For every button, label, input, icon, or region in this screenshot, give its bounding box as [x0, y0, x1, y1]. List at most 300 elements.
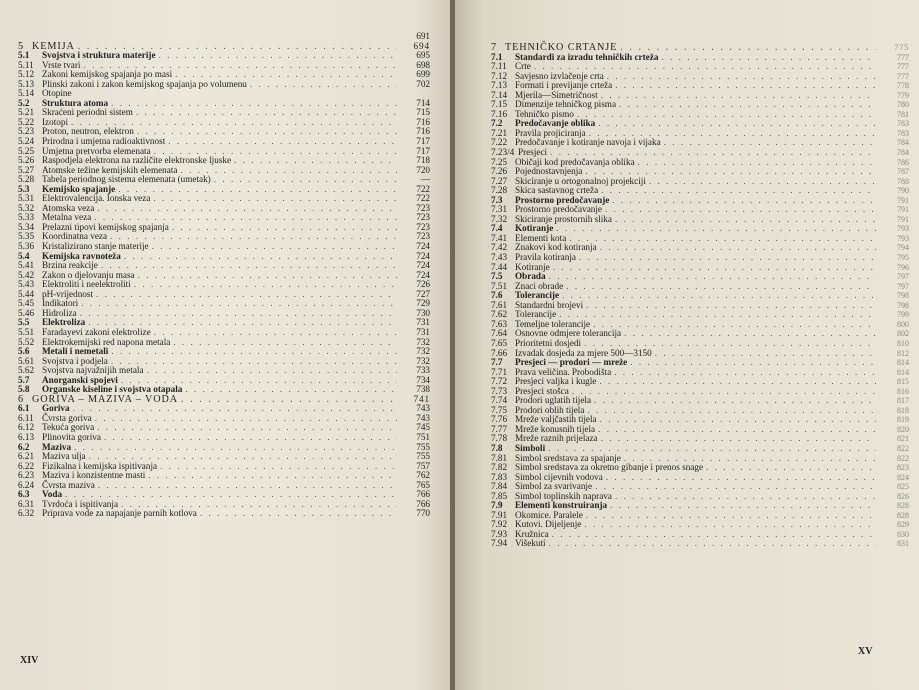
dot-leader — [153, 194, 397, 204]
entry-title: Izotopi — [42, 116, 69, 127]
dot-leader — [607, 72, 876, 82]
page-number: 717 — [416, 145, 430, 156]
entry-title: Zakon o djelovanju masa — [42, 269, 135, 280]
page-number: 798 — [897, 300, 909, 310]
dot-leader — [234, 156, 397, 166]
entry-number: 5.52 — [18, 336, 35, 347]
entry-number: 6.23 — [18, 470, 35, 481]
page-number: 723 — [416, 212, 430, 223]
entry-title: Dimenzije tehničkog pisma — [515, 99, 617, 110]
page-number: 824 — [897, 472, 909, 482]
entry-title: Priprava vode za napajanje parnih kotlova — [42, 508, 197, 519]
dot-leader — [549, 539, 876, 549]
entry-number: 7.78 — [491, 433, 508, 444]
dot-leader — [74, 443, 397, 453]
page-number: 814 — [897, 358, 909, 368]
entry-title: Obrada — [515, 271, 546, 282]
entry-title: Prostorno predočavanje — [515, 194, 610, 205]
dot-leader — [556, 224, 876, 234]
dot-leader — [73, 404, 397, 414]
dot-leader — [96, 290, 397, 300]
entry-number: 6.1 — [18, 403, 30, 414]
page-number: 724 — [416, 250, 430, 261]
dot-leader — [134, 280, 397, 290]
entry-title: Kružnica — [515, 528, 549, 539]
dot-leader — [549, 272, 876, 282]
entry-title: Metali i nemetali — [42, 346, 109, 357]
dot-leader — [649, 177, 876, 187]
page-number: 751 — [416, 431, 430, 442]
page-number: 819 — [897, 415, 909, 425]
dot-leader — [599, 377, 876, 387]
entry-title: Tolerancije — [515, 290, 560, 301]
entry-number: 6.21 — [18, 451, 35, 462]
entry-title: Otopine — [42, 88, 72, 99]
dot-leader — [572, 387, 876, 397]
entry-number: 6.22 — [18, 460, 35, 471]
entry-title: Fizikalna i kemijska ispitivanja — [42, 460, 158, 471]
entry-number: 6.24 — [18, 479, 35, 490]
entry-title: Pojednostavnjenja — [515, 166, 583, 177]
page-number: 731 — [416, 326, 430, 337]
entry-title: Čvrsta goriva — [42, 412, 92, 423]
entry-title: Kemijsko spajanje — [42, 183, 116, 194]
entry-number: 7.1 — [491, 51, 503, 62]
entry-title: TEHNIČKO CRTANJE — [505, 42, 618, 53]
dot-leader — [606, 473, 876, 483]
entry-number: 7.44 — [491, 261, 508, 272]
entry-number: 7.9 — [491, 500, 503, 511]
page-number: 798 — [897, 291, 909, 301]
dot-leader — [559, 310, 876, 320]
page-number: 732 — [416, 346, 430, 357]
dot-leader — [577, 110, 876, 120]
right-page — [455, 0, 919, 690]
entry-number: 5.33 — [18, 212, 35, 223]
page-number: 716 — [416, 126, 430, 137]
entry-number: 7.31 — [491, 204, 508, 215]
page-number: 812 — [897, 348, 909, 358]
toc-entry — [18, 80, 430, 90]
dot-leader — [586, 511, 876, 521]
entry-number: 7.14 — [491, 89, 508, 100]
dot-leader — [159, 51, 397, 61]
dot-leader — [615, 215, 876, 225]
dot-leader — [600, 415, 876, 425]
dot-leader — [147, 366, 397, 376]
entry-title: Atomske težine kemijskih elemenata — [42, 164, 178, 175]
entry-number: 7.23/4 — [491, 147, 515, 158]
dot-leader — [638, 158, 876, 168]
dot-leader — [124, 252, 397, 262]
page-number: 734 — [416, 374, 430, 385]
right-toc-list — [491, 43, 909, 549]
entry-title: Svojstva i podjela — [42, 355, 108, 366]
entry-number: 7.93 — [491, 528, 508, 539]
entry-number: 7 — [491, 42, 497, 53]
entry-title: Mreže valjčastih tijela — [515, 414, 597, 425]
dot-leader — [160, 462, 397, 472]
dot-leader — [148, 471, 397, 481]
entry-number: 7.42 — [491, 242, 508, 253]
page-number: 699 — [416, 69, 430, 80]
dot-leader — [706, 463, 876, 473]
page-number: 783 — [897, 119, 909, 129]
dot-leader — [173, 338, 397, 348]
entry-title: Presjeci valjka i kugle — [515, 376, 597, 387]
entry-number: 5.7 — [18, 374, 30, 385]
entry-number: 7.28 — [491, 185, 508, 196]
dot-leader — [605, 205, 876, 215]
entry-number: 5.12 — [18, 69, 35, 80]
entry-number: 7.5 — [491, 271, 503, 282]
entry-title: Izvadak dosjeda za mjere 500—3150 — [515, 347, 652, 358]
dot-leader — [97, 204, 397, 214]
entry-number: 6.11 — [18, 412, 34, 423]
toc-entry — [18, 481, 430, 491]
entry-number: 5.61 — [18, 355, 35, 366]
page-number: 814 — [897, 367, 909, 377]
entry-title: Simbol cijevnih vodova — [515, 471, 603, 482]
entry-title: Prava veličina. Probodišta — [515, 366, 612, 377]
entry-number: 5.4 — [18, 250, 30, 261]
entry-number: 6.2 — [18, 441, 30, 452]
entry-title: Višekuti — [515, 538, 546, 549]
toc-entry — [18, 299, 430, 309]
dot-leader — [584, 520, 876, 530]
dot-leader — [214, 175, 397, 185]
entry-number: 5.36 — [18, 241, 35, 252]
page-number: 780 — [897, 100, 909, 110]
page-number: 722 — [416, 183, 430, 194]
entry-title: Elementi konstruiranja — [515, 500, 608, 511]
entry-title: Voda — [42, 489, 63, 500]
entry-title: Prelazni tipovi kemijskog spajanja — [42, 221, 169, 232]
page-number: 828 — [897, 510, 909, 520]
entry-title: Organske kiseline i svojstva otapala — [42, 384, 183, 395]
entry-title: Faradayevi zakoni elektrolize — [42, 326, 151, 337]
page-number: 828 — [897, 501, 909, 511]
entry-number: 7.27 — [491, 175, 508, 186]
entry-number: 7.83 — [491, 471, 508, 482]
dot-leader — [598, 119, 876, 129]
entry-number: 5.2 — [18, 97, 30, 108]
entry-title: Običaji kod predočavanja oblika — [515, 156, 635, 167]
entry-title: Tekuća goriva — [42, 422, 95, 433]
entry-number: 5.32 — [18, 202, 35, 213]
toc-entry — [491, 530, 909, 540]
page-number: 766 — [416, 498, 430, 509]
entry-number: 7.4 — [491, 223, 503, 234]
dot-leader — [655, 349, 876, 359]
entry-title: Čvrsta maziva — [42, 479, 95, 490]
entry-number: 5.62 — [18, 365, 35, 376]
entry-number: 7.66 — [491, 347, 508, 358]
entry-title: Kotiranje — [515, 261, 550, 272]
entry-title: Brzina reakcije — [42, 260, 98, 271]
page-number: 731 — [416, 317, 430, 328]
page-number: 730 — [416, 307, 430, 318]
entry-number: 5.28 — [18, 174, 35, 185]
entry-number: 7.84 — [491, 481, 508, 492]
entry-title: Struktura atoma — [42, 97, 109, 108]
page-number: 799 — [897, 310, 909, 320]
entry-title: Plinski zakoni i zakon kemijskog spajanja po volumenu — [42, 78, 247, 89]
toc-entry — [491, 138, 909, 148]
page-number: 714 — [416, 97, 430, 108]
page-number: 784 — [897, 148, 909, 158]
entry-number: 7.3 — [491, 194, 503, 205]
page-number: 698 — [416, 59, 430, 70]
page-number: 784 — [897, 138, 909, 148]
entry-title: Simbol toplinskih naprava — [515, 490, 612, 501]
dot-leader — [111, 99, 397, 109]
entry-number: 6.31 — [18, 498, 35, 509]
entry-title: Pravila kotiranja — [515, 252, 576, 263]
page-number: — — [420, 174, 430, 185]
page-number: 755 — [416, 451, 430, 462]
toc-entry — [491, 253, 909, 263]
entry-title: Presjeci — [518, 147, 548, 158]
entry-title: Prirodna i umjetna radioaktivnost — [42, 136, 166, 147]
entry-number: 5.41 — [18, 260, 35, 271]
entry-number: 5.46 — [18, 307, 35, 318]
entry-number: 7.85 — [491, 490, 508, 501]
dot-leader — [612, 196, 876, 206]
dot-leader — [661, 53, 876, 63]
entry-number: 5.34 — [18, 221, 35, 232]
page-folio-right: XV — [858, 646, 873, 657]
entry-title: Simbol sredstava za spajanje — [515, 452, 621, 463]
entry-number: 7.32 — [491, 213, 508, 224]
entry-title: Plinovita goriva — [42, 431, 101, 442]
page-number: 724 — [416, 269, 430, 280]
dot-leader — [95, 414, 397, 424]
entry-number: 7.65 — [491, 337, 508, 348]
entry-number: 5.51 — [18, 326, 35, 337]
entry-title: Proton, neutron, elektron — [42, 126, 134, 137]
entry-title: GORIVA – MAZIVA – VODA — [32, 393, 179, 405]
entry-title: Maziva — [42, 441, 72, 452]
entry-title: Prioritetni dosjedi — [515, 337, 582, 348]
entry-number: 7.81 — [491, 452, 508, 463]
dot-leader — [593, 320, 876, 330]
entry-number: 7.16 — [491, 108, 508, 119]
entry-title: Okomice. Paralele — [515, 509, 583, 520]
entry-number: 7.92 — [491, 519, 508, 530]
page-number: 823 — [897, 463, 909, 473]
page-number: 724 — [416, 260, 430, 271]
entry-title: Zakoni kemijskog spajanja po masi — [42, 69, 173, 80]
entry-number: 5.13 — [18, 78, 35, 89]
entry-title: Simbol sredstava za okretno gibanje i prenos snage — [515, 462, 704, 473]
entry-number: 5.27 — [18, 164, 35, 175]
page-number: 766 — [416, 489, 430, 500]
dot-leader — [200, 509, 397, 519]
page-number: 715 — [416, 107, 430, 118]
page-number: 820 — [897, 424, 909, 434]
entry-title: Presjeci — prodori — mreže — [515, 357, 628, 368]
entry-number: 7.2 — [491, 118, 503, 129]
entry-number: 7.51 — [491, 280, 508, 291]
entry-title: Formati i previjanje crteža — [515, 80, 613, 91]
page-number: 755 — [416, 441, 430, 452]
entry-number: 7.62 — [491, 309, 508, 320]
dot-leader — [98, 481, 397, 491]
toc-entry — [491, 263, 909, 273]
entry-number: 5.23 — [18, 126, 35, 137]
entry-title: Svojstva najvažnijih metala — [42, 365, 144, 376]
entry-number: 7.75 — [491, 404, 508, 415]
entry-title: Koordinatna veza — [42, 231, 108, 242]
entry-number: 7.71 — [491, 366, 508, 377]
entry-title: Svojstva i struktura materije — [42, 50, 156, 61]
entry-number: 7.15 — [491, 99, 508, 110]
page-number: 797 — [897, 281, 909, 291]
page-number: 825 — [897, 482, 909, 492]
dot-leader — [562, 291, 876, 301]
entry-number: 7.74 — [491, 395, 508, 406]
entry-number: 6.13 — [18, 431, 35, 442]
entry-title: Goriva — [42, 403, 70, 414]
entry-number: 7.7 — [491, 357, 503, 368]
entry-number: 5.26 — [18, 155, 35, 166]
entry-title: Elektroliza — [42, 317, 86, 328]
dot-leader — [80, 309, 397, 319]
entry-title: Prostorno predočavanje — [515, 204, 602, 215]
dot-leader — [138, 271, 397, 281]
entry-number: 7.8 — [491, 442, 503, 453]
entry-title: Prodori uglatih tijela — [515, 395, 592, 406]
entry-number: 7.13 — [491, 80, 508, 91]
toc-entry — [491, 434, 909, 444]
dot-leader — [569, 234, 876, 244]
dot-leader — [101, 261, 397, 271]
entry-title: Osnovne odmjere tolerancija — [515, 328, 622, 339]
page-number: 830 — [897, 529, 909, 539]
toc-entry — [18, 433, 430, 443]
page-number: 722 — [416, 193, 430, 204]
toc-entry — [491, 215, 909, 225]
entry-title: Elektroliti i neelektroliti — [42, 279, 131, 290]
entry-title: Simboli — [515, 442, 546, 453]
entry-number: 5.43 — [18, 279, 35, 290]
dot-leader — [152, 242, 397, 252]
page-number: 770 — [416, 508, 430, 519]
page-number: 777 — [897, 71, 909, 81]
page-number: 720 — [416, 164, 430, 175]
page-number: 800 — [897, 319, 909, 329]
entry-number: 5.24 — [18, 136, 35, 147]
page-number: 723 — [416, 231, 430, 242]
toc-entry — [18, 290, 430, 300]
entry-number: 7.6 — [491, 290, 503, 301]
entry-number: 7.22 — [491, 137, 508, 148]
entry-number: 6.3 — [18, 489, 30, 500]
dot-leader — [615, 492, 876, 502]
dot-leader — [624, 329, 876, 339]
page-number: 732 — [416, 336, 430, 347]
entry-title: Kutovi. Dijeljenje — [515, 519, 582, 530]
entry-title: Raspodjela elektrona na različite elektronske ljuske — [42, 155, 232, 166]
entry-title: Tehničko pismo — [515, 108, 574, 119]
dot-leader — [610, 501, 876, 511]
dot-leader — [630, 358, 876, 368]
entry-title: Hidroliza — [42, 307, 77, 318]
dot-leader — [566, 282, 876, 292]
entry-title: Skica sastavnog crteža — [515, 185, 599, 196]
page-number: 724 — [416, 241, 430, 252]
entry-title: Prodori oblih tijela — [515, 404, 585, 415]
entry-number: 7.11 — [491, 61, 507, 72]
dot-leader — [601, 186, 876, 196]
entry-number: 7.82 — [491, 462, 508, 473]
entry-number: 5.21 — [18, 107, 35, 118]
page-number: 816 — [897, 386, 909, 396]
dot-leader — [154, 328, 397, 338]
entry-title: Temeljne tolerancije — [515, 318, 591, 329]
page-number: 810 — [897, 338, 909, 348]
entry-number: 5.14 — [18, 88, 35, 99]
dot-leader — [104, 433, 397, 443]
entry-title: Elektrovalencija. Ionska veza — [42, 193, 151, 204]
page-number: 787 — [897, 167, 909, 177]
entry-number: 5.31 — [18, 193, 35, 204]
entry-number: 6.12 — [18, 422, 35, 433]
entry-number: 5 — [18, 40, 24, 52]
dot-leader — [185, 385, 397, 395]
page-number: 817 — [897, 396, 909, 406]
dot-leader — [614, 368, 876, 378]
page-number: 723 — [416, 221, 430, 232]
dot-leader — [552, 530, 876, 540]
dot-leader — [579, 253, 876, 263]
entry-title: pH-vrijednost — [42, 288, 94, 299]
page-number: 802 — [897, 329, 909, 339]
page-number: 797 — [897, 272, 909, 282]
toc-entry — [18, 509, 430, 519]
entry-title: Umjetna pretvorba elemenata — [42, 145, 151, 156]
page-number: 796 — [897, 262, 909, 272]
entry-title: Tolerancije — [515, 309, 557, 320]
entry-number: 7.41 — [491, 232, 508, 243]
page-number: 733 — [416, 365, 430, 376]
entry-title: Presjeci stošca — [515, 385, 569, 396]
entry-title: Mjerila—Simetričnost — [515, 89, 598, 100]
entry-title: Skraćeni periodni sistem — [42, 107, 133, 118]
entry-title: Mreže raznih prijelaza — [515, 433, 598, 444]
entry-title: Savjesno izvlačenje crta — [515, 70, 604, 81]
entry-number: 7.77 — [491, 423, 508, 434]
entry-title: Atomska veza — [42, 202, 95, 213]
page-number: 793 — [897, 233, 909, 243]
toc-entry — [18, 108, 430, 118]
dot-leader — [137, 127, 397, 137]
page-number: 732 — [416, 355, 430, 366]
entry-title: Tabela periodnog sistema elemenata (umetak) — [42, 174, 211, 185]
entry-title: Indikatori — [42, 298, 79, 309]
page-folio-left: XIV — [20, 655, 39, 666]
page-number: 826 — [897, 491, 909, 501]
page-number: 775 — [894, 43, 909, 52]
entry-number: 5.42 — [18, 269, 35, 280]
entry-number: 7.94 — [491, 538, 508, 549]
page-number: 822 — [897, 453, 909, 463]
page-number: 723 — [416, 202, 430, 213]
page-number: 729 — [416, 298, 430, 309]
dot-leader — [615, 81, 876, 91]
entry-number: 7.26 — [491, 166, 508, 177]
